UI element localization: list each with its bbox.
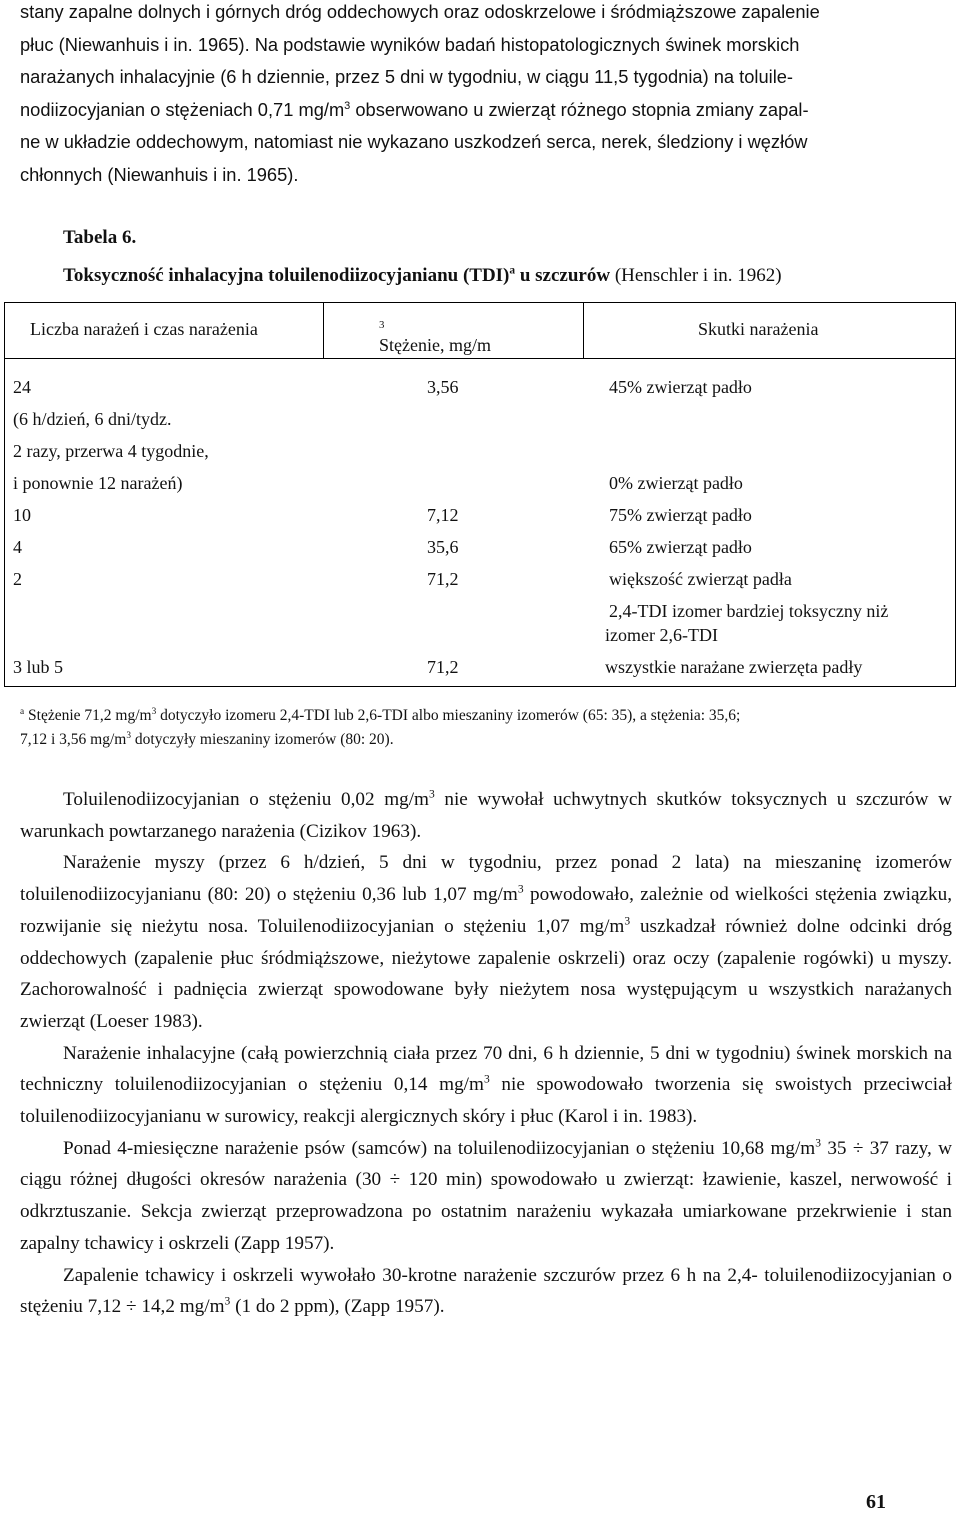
- header-effects: Skutki narażenia: [698, 319, 819, 339]
- text-segment: powodowało, zależnie od wielkości stężenia związku, rozwijanie się nieżytu nosa. Toluilenodiizocyjanian o stężeniu 1,07 mg/m: [20, 884, 952, 937]
- text-segment: obserwowano u zwierząt różnego stopnia zmiany zapal-: [350, 98, 809, 120]
- footnote-ref: a: [509, 264, 516, 277]
- paragraph: [20, 1260, 952, 1323]
- text-segment: (1 do 2 ppm), (Zapp 1957).: [230, 1296, 445, 1318]
- data-table: [4, 302, 956, 687]
- superscript: 3: [815, 1137, 821, 1150]
- table-cell: 71,2: [427, 657, 459, 677]
- header-exposures: Liczba narażeń i czas narażenia: [30, 319, 258, 339]
- table-title: [63, 262, 953, 290]
- table-cell: 65% zwierząt padło: [609, 537, 752, 557]
- table-cell: 75% zwierząt padło: [609, 505, 752, 525]
- text-segment: Ponad 4-miesięczne narażenie psów (samców) na toluilenodiizocyjanian o stężeniu 10,68 mg/m: [63, 1137, 816, 1159]
- paragraph: [20, 847, 952, 1037]
- table-cell: 3 lub 5: [13, 657, 64, 677]
- text-segment: 35 ÷ 37 razy, w ciągu różnej długości okresów narażenia (30 ÷ 120 min) spowodowało u zwierząt: łzawienie, kaszel, nerwowość i odkrztuszanie. Sekcja zwierząt przeprowadzona po ostatnim narażeniu wykazała umiarkowane przekrwienie i stan zapalny tchawicy i oskrzeli (Zapp 1957).: [20, 1137, 952, 1254]
- paragraph: [20, 784, 952, 847]
- text-segment: Narażenie inhalacyjne (całą powierzchnią ciała przez 70 dni, 6 h dziennie, 5 dni w tygodniu) świnek morskich na techniczny toluilenodiizocyjanian o stężeniu 0,14 mg/m: [20, 1042, 952, 1096]
- header-concentration: [379, 319, 491, 355]
- table-cell: (6 h/dzień, 6 dni/tydz.: [13, 409, 172, 429]
- text-line: [20, 94, 952, 127]
- text-line: narażanych inhalacyjnie (6 h dziennie, przez 5 dni w tygodniu, w ciągu 11,5 tygodnia) na toluile-: [20, 66, 794, 88]
- table-cell: 45% zwierząt padło: [609, 377, 752, 397]
- table-caption: [63, 224, 953, 290]
- text-line: ne w układzie oddechowym, natomiast nie wykazano uszkodzeń serca, nerek, śledziony i węzłów: [20, 131, 808, 153]
- superscript: 3: [624, 915, 631, 928]
- text-segment: uszkadzał również dolne odcinki dróg oddechowych (zapalenie płuc śródmiąższowe, nieżytowe zapalenie oskrzeli) oraz oczy (zapalenie rogówki) u myszy. Zachorowalność i padnięcia zwierząt spowodowane były nieżytem nosa występującym u wszystkich narażanych zwierząt (Loeser 1983).: [20, 915, 952, 1032]
- superscript: 3: [151, 706, 157, 717]
- text-segment: dotyczyły mieszaniny izomerów (80: 20).: [131, 731, 394, 748]
- footnote-line: [20, 704, 952, 728]
- text-segment: Narażenie myszy (przez 6 h/dzień, 5 dni w tygodniu, przez ponad 2 lata) na mieszaninę izomerów toluilenodiizocyjanianu (80: 20) o stężeniu 0,36 lub 1,07 mg/m: [20, 852, 952, 906]
- superscript: 3: [224, 1295, 231, 1308]
- paragraph: [20, 1133, 952, 1260]
- table-cell: 71,2: [427, 569, 459, 589]
- table-cell: większość zwierząt padła: [609, 569, 792, 589]
- table-cell: 35,6: [427, 537, 459, 557]
- table-footnote: [20, 704, 952, 752]
- table-label: Tabela 6.: [63, 227, 137, 248]
- table-cell: izomer 2,6-TDI: [605, 625, 718, 645]
- table-cell: 2,4-TDI izomer bardziej toksyczny niż: [609, 601, 889, 621]
- intro-paragraph: [20, 0, 952, 192]
- superscript: 3: [483, 1073, 490, 1086]
- text-line: płuc (Niewanhuis i in. 1965). Na podstawie wyników badań histopatologicznych świnek morskich: [20, 33, 800, 55]
- superscript: 3: [428, 788, 435, 801]
- table-cell: wszystkie narażane zwierzęta padły: [605, 657, 863, 677]
- superscript: 3: [126, 730, 132, 741]
- paragraph: [20, 1038, 952, 1133]
- table-cell: i ponownie 12 narażeń): [13, 473, 183, 493]
- footnote-mark: a: [20, 706, 25, 717]
- superscript: 3: [344, 99, 351, 112]
- table-cell: 3,56: [427, 377, 459, 397]
- text-line: stany zapalne dolnych i górnych dróg oddechowych oraz odoskrzelowe i śródmiąższowe zapalenie: [20, 1, 820, 22]
- column-divider: [323, 303, 324, 358]
- table-title-text: u szczurów: [515, 265, 611, 286]
- table-cell: 0% zwierząt padło: [609, 473, 743, 493]
- table-cell: 4: [13, 537, 22, 557]
- table-title-text: Toksyczność inhalacyjna toluilenodiizocyjanianu (TDI): [63, 265, 510, 286]
- table-source: (Henschler i in. 1962): [610, 265, 782, 286]
- text-segment: Stężenie 71,2 mg/m: [24, 707, 152, 724]
- text-segment: nodiizocyjanian o stężeniach 0,71 mg/m: [20, 98, 345, 120]
- table-cell: 2 razy, przerwa 4 tygodnie,: [13, 441, 209, 461]
- text-segment: 7,12 i 3,56 mg/m: [20, 731, 127, 748]
- table-cell: 7,12: [427, 505, 459, 525]
- table-header: [5, 303, 955, 359]
- text-line: chłonnych (Niewanhuis i in. 1965).: [20, 163, 299, 185]
- column-divider: [583, 303, 584, 358]
- table-cell: 2: [13, 569, 22, 589]
- body-text: [20, 784, 952, 1323]
- table-cell: 24: [13, 377, 31, 397]
- page-number: 61: [866, 1491, 886, 1513]
- text-segment: Zapalenie tchawicy i oskrzeli wywołało 30-krotne narażenie szczurów przez 6 h na 2,4- toluilenodiizocyjanian o stężeniu 7,12 ÷ 14,2 mg/m: [20, 1264, 952, 1318]
- footnote-line: [20, 728, 952, 752]
- text-segment: Toluilenodiizocyjanian o stężeniu 0,02 mg/m: [63, 789, 429, 810]
- text-segment: nie wywołał uchwytnych skutków toksycznych u szczurów w warunkach powtarzanego narażenia (Cizikov 1963).: [20, 789, 952, 842]
- header-text: Stężenie, mg/m: [379, 335, 491, 355]
- superscript: 3: [379, 319, 385, 331]
- text-segment: dotyczyło izomeru 2,4-TDI lub 2,6-TDI albo mieszaniny izomerów (65: 35), a stężenia: 35,6;: [156, 707, 741, 724]
- superscript: 3: [517, 883, 524, 896]
- text-segment: nie spowodowało tworzenia się swoistych przeciwciał toluilenodiizocyjanianu w surowicy, reakcji alergicznych skóry i płuc (Karol i in. 1983).: [20, 1074, 952, 1128]
- table-cell: 10: [13, 505, 31, 525]
